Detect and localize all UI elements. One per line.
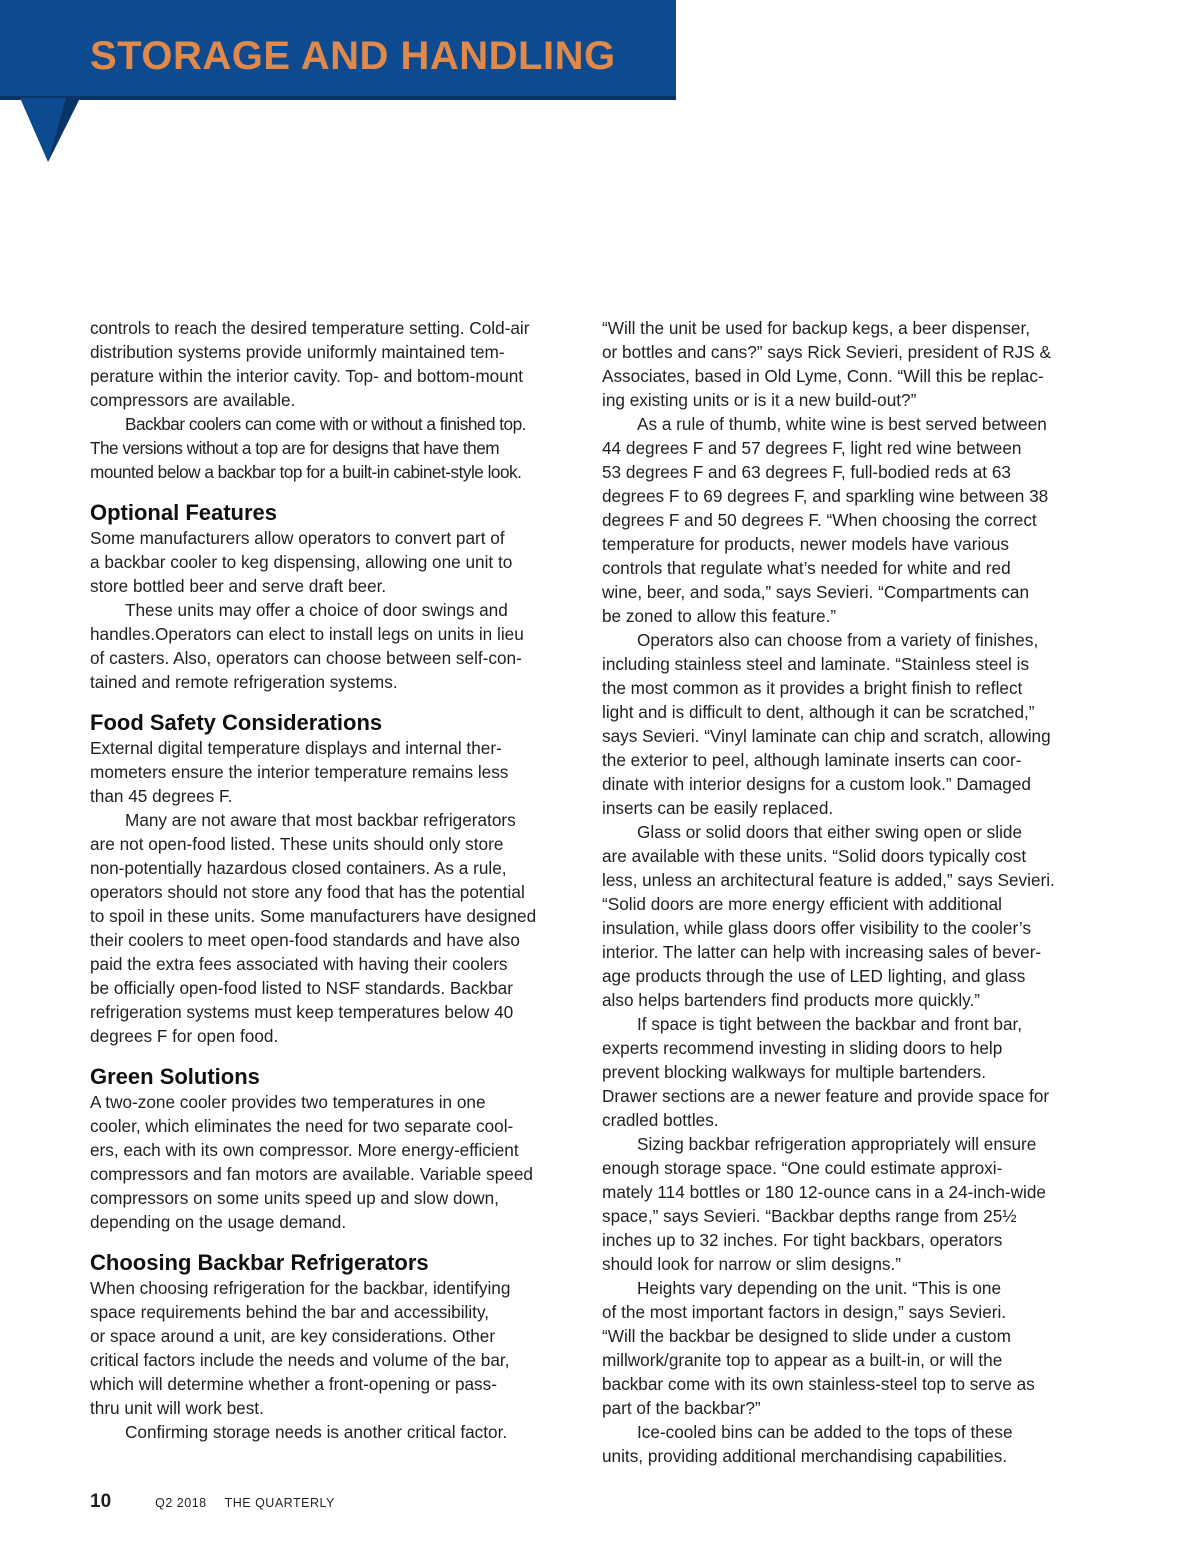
- text-line: be zoned to allow this feature.”: [602, 606, 837, 626]
- text-line: inches up to 32 inches. For tight backbars, operators: [602, 1230, 1003, 1250]
- text-line: Many are not aware that most backbar refrigerators: [125, 810, 516, 830]
- text-line: Glass or solid doors that either swing open or slide: [637, 822, 1023, 842]
- text-line: or bottles and cans?” says Rick Sevieri, president of RJS &: [602, 342, 1051, 362]
- text-line: “Will the backbar be designed to slide under a custom: [602, 1326, 1011, 1346]
- paragraph: [602, 1276, 1094, 1420]
- paragraph: [602, 412, 1094, 628]
- text-line: degrees F to 69 degrees F, and sparkling wine between 38: [602, 486, 1049, 506]
- text-line: A two-zone cooler provides two temperatures in one: [90, 1092, 486, 1112]
- text-line: The versions without a top are for designs that have them: [90, 438, 500, 458]
- text-line: backbar come with its own stainless-steel top to serve as: [602, 1374, 1035, 1394]
- text-line: a backbar cooler to keg dispensing, allowing one unit to: [90, 552, 513, 572]
- text-line: of casters. Also, operators can choose between self-con-: [90, 648, 522, 668]
- text-line: As a rule of thumb, white wine is best served between: [637, 414, 1047, 434]
- text-line: the exterior to peel, although laminate inserts can coor-: [602, 750, 1022, 770]
- text-line: or space around a unit, are key considerations. Other: [90, 1326, 496, 1346]
- paragraph: [90, 316, 580, 412]
- text-line: should look for narrow or slim designs.”: [602, 1254, 901, 1274]
- text-line: Some manufacturers allow operators to convert part of: [90, 528, 505, 548]
- heading-green-solutions: Green Solutions: [90, 1064, 260, 1089]
- text-line: of the most important factors in design,” says Sevieri.: [602, 1302, 1007, 1322]
- text-line: the most common as it provides a bright finish to reflect: [602, 678, 1023, 698]
- text-line: compressors on some units speed up and slow down,: [90, 1188, 499, 1208]
- text-line: to spoil in these units. Some manufacturers have designed: [90, 906, 537, 926]
- text-line: refrigeration systems must keep temperatures below 40: [90, 1002, 514, 1022]
- text-line: mounted below a backbar top for a built-in cabinet-style look.: [90, 462, 522, 482]
- text-line: paid the extra fees associated with having their coolers: [90, 954, 508, 974]
- text-line: less, unless an architectural feature is added,” says Sevieri.: [602, 870, 1055, 890]
- header-tab-triangle: [20, 98, 80, 162]
- text-line: thru unit will work best.: [90, 1398, 264, 1418]
- text-line: space,” says Sevieri. “Backbar depths range from 25½: [602, 1206, 1017, 1226]
- text-line: 53 degrees F and 63 degrees F, full-bodied reds at 63: [602, 462, 1011, 482]
- text-line: If space is tight between the backbar and front bar,: [637, 1014, 1023, 1034]
- text-line: ers, each with its own compressor. More energy-efficient: [90, 1140, 519, 1160]
- text-line: inserts can be easily replaced.: [602, 798, 834, 818]
- paragraph: [602, 1132, 1094, 1276]
- text-line: dinate with interior designs for a custom look.” Damaged: [602, 774, 1031, 794]
- right-column: [602, 316, 1094, 1468]
- text-line: External digital temperature displays and internal ther-: [90, 738, 502, 758]
- text-line: Confirming storage needs is another critical factor.: [125, 1422, 508, 1442]
- text-line: light and is difficult to dent, although it can be scratched,”: [602, 702, 1035, 722]
- paragraph: [90, 526, 580, 598]
- text-line: mately 114 bottles or 180 12-ounce cans in a 24-inch-wide: [602, 1182, 1046, 1202]
- left-column: [90, 316, 580, 1444]
- text-line: 44 degrees F and 57 degrees F, light red wine between: [602, 438, 1022, 458]
- text-line: age products through the use of LED lighting, and glass: [602, 966, 1026, 986]
- text-line: degrees F for open food.: [90, 1026, 279, 1046]
- text-line: cooler, which eliminates the need for two separate cool-: [90, 1116, 514, 1136]
- text-line: units, providing additional merchandising capabilities.: [602, 1446, 1008, 1466]
- paragraph: [90, 808, 580, 1048]
- text-line: wine, beer, and soda,” says Sevieri. “Compartments can: [602, 582, 1030, 602]
- text-line: Associates, based in Old Lyme, Conn. “Will this be replac-: [602, 366, 1044, 386]
- text-line: be officially open-food listed to NSF standards. Backbar: [90, 978, 513, 998]
- text-line: cradled bottles.: [602, 1110, 719, 1130]
- text-line: distribution systems provide uniformly maintained tem-: [90, 342, 505, 362]
- text-line: These units may offer a choice of door swings and: [125, 600, 508, 620]
- text-line: Heights vary depending on the unit. “This is one: [637, 1278, 1002, 1298]
- text-line: are not open-food listed. These units should only store: [90, 834, 504, 854]
- paragraph: [90, 1276, 580, 1420]
- text-line: non-potentially hazardous closed containers. As a rule,: [90, 858, 507, 878]
- header-bar-shadow: [0, 96, 676, 100]
- text-line: insulation, while glass doors offer visibility to the cooler’s: [602, 918, 1031, 938]
- paragraph: [90, 1090, 580, 1234]
- text-line: critical factors include the needs and volume of the bar,: [90, 1350, 510, 1370]
- text-line: enough storage space. “One could estimate approxi-: [602, 1158, 1003, 1178]
- text-line: store bottled beer and serve draft beer.: [90, 576, 387, 596]
- heading-optional-features: Optional Features: [90, 500, 278, 525]
- text-line: experts recommend investing in sliding doors to help: [602, 1038, 1003, 1058]
- issue-date: Q2 2018: [155, 1496, 207, 1510]
- text-line: Drawer sections are a newer feature and provide space for: [602, 1086, 1050, 1106]
- paragraph: [602, 628, 1094, 820]
- text-line: prevent blocking walkways for multiple bartenders.: [602, 1062, 987, 1082]
- text-line: compressors and fan motors are available. Variable speed: [90, 1164, 533, 1184]
- heading-choosing-backbar: Choosing Backbar Refrigerators: [90, 1250, 429, 1275]
- text-line: degrees F and 50 degrees F. “When choosing the correct: [602, 510, 1037, 530]
- text-line: When choosing refrigeration for the backbar, identifying: [90, 1278, 511, 1298]
- text-line: temperature for products, newer models have various: [602, 534, 1009, 554]
- text-line: also helps bartenders find products more quickly.”: [602, 990, 980, 1010]
- text-line: ing existing units or is it a new build-out?”: [602, 390, 917, 410]
- text-line: including stainless steel and laminate. “Stainless steel is: [602, 654, 1030, 674]
- text-line: Ice-cooled bins can be added to the tops of these: [637, 1422, 1013, 1442]
- text-line: Sizing backbar refrigeration appropriately will ensure: [637, 1134, 1037, 1154]
- paragraph: [602, 316, 1094, 412]
- text-line: “Solid doors are more energy efficient with additional: [602, 894, 1002, 914]
- text-line: millwork/granite top to appear as a built-in, or will the: [602, 1350, 1003, 1370]
- text-line: Backbar coolers can come with or without a finished top.: [125, 414, 526, 434]
- text-line: interior. The latter can help with increasing sales of bever-: [602, 942, 1042, 962]
- paragraph: [90, 412, 580, 484]
- text-line: space requirements behind the bar and accessibility,: [90, 1302, 490, 1322]
- page-number: 10: [90, 1491, 112, 1512]
- text-line: their coolers to meet open-food standards and have also: [90, 930, 520, 950]
- paragraph: [602, 1420, 1094, 1468]
- text-line: tained and remote refrigeration systems.: [90, 672, 398, 692]
- text-line: compressors are available.: [90, 390, 296, 410]
- text-line: than 45 degrees F.: [90, 786, 233, 806]
- heading-food-safety: Food Safety Considerations: [90, 710, 383, 735]
- publication-name: THE QUARTERLY: [224, 1496, 335, 1510]
- text-line: mometers ensure the interior temperature remains less: [90, 762, 509, 782]
- text-line: says Sevieri. “Vinyl laminate can chip and scratch, allowing: [602, 726, 1051, 746]
- text-line: are available with these units. “Solid doors typically cost: [602, 846, 1027, 866]
- paragraph: [602, 1012, 1094, 1132]
- text-line: operators should not store any food that has the potential: [90, 882, 525, 902]
- page-footer: [90, 1491, 335, 1515]
- text-line: Operators also can choose from a variety of finishes,: [637, 630, 1039, 650]
- text-line: handles.Operators can elect to install legs on units in lieu: [90, 624, 524, 644]
- text-line: depending on the usage demand.: [90, 1212, 347, 1232]
- text-line: part of the backbar?”: [602, 1398, 761, 1418]
- text-line: perature within the interior cavity. Top- and bottom-mount: [90, 366, 524, 386]
- text-line: controls that regulate what’s needed for white and red: [602, 558, 1011, 578]
- paragraph: [90, 598, 580, 694]
- text-line: which will determine whether a front-opening or pass-: [90, 1374, 497, 1394]
- paragraph: [602, 820, 1094, 1012]
- paragraph: [90, 736, 580, 808]
- text-line: controls to reach the desired temperature setting. Cold-air: [90, 318, 530, 338]
- text-line: “Will the unit be used for backup kegs, a beer dispenser,: [602, 318, 1031, 338]
- section-title: STORAGE AND HANDLING: [90, 34, 616, 78]
- paragraph: [90, 1420, 580, 1444]
